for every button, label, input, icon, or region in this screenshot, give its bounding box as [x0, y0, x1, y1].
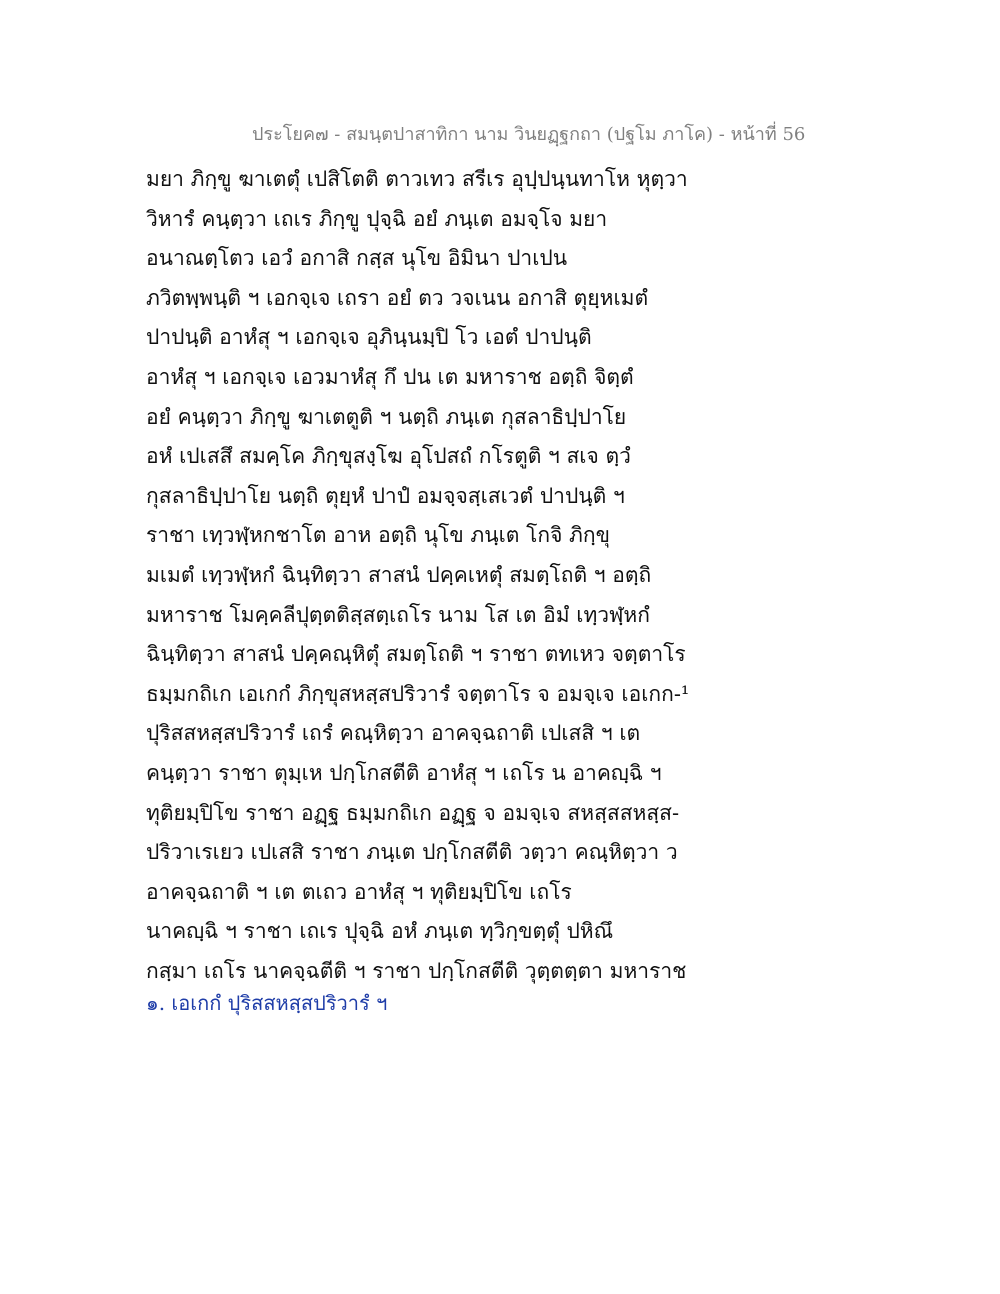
- running-header: ประโยค๗ - สมนฺตปาสาทิกา นาม วินยฏฺฐกถา (ปฐโม ภาโค) - หน้าที่ 56: [252, 124, 806, 145]
- text-line: ทุติยมฺปิโข ราชา อฏฺฐ ธมฺมกถิเก อฏฺฐ จ อมจฺเจ สหสฺสสหสฺส-: [146, 800, 680, 825]
- text-line: กุสลาธิปฺปาโย นตฺถิ ตุยฺหํ ปาปํ อมจฺจสฺเสเวตํ ปาปนฺติ ฯ: [146, 483, 625, 508]
- text-line: ปริวาเรเยว เปเสสิ ราชา ภนฺเต ปกฺโกสตีติ วตฺวา คณฺหิตฺวา ว: [146, 840, 678, 865]
- text-line: อหํ เปเสสึ สมคฺโค ภิกฺขุสงฺโฆ อุโปสถํ กโรตูติ ฯ สเจ ตฺวํ: [146, 444, 631, 469]
- text-line: มเมตํ เทฺวฬฺหกํ ฉินฺทิตฺวา สาสนํ ปคฺคเหตุํ สมตฺโถติ ฯ อตฺถิ: [146, 562, 652, 587]
- text-line: ปาปนฺติ อาหํสุ ฯ เอกจฺเจ อุภินฺนมฺปิ โว เอตํ ปาปนฺติ: [146, 325, 592, 350]
- text-line: ธมฺมกถิเก เอเกกํ ภิกฺขุสหสฺสปริวารํ จตฺตาโร จ อมจฺเจ เอเกก-¹: [146, 681, 690, 706]
- text-line: ภวิตพฺพนฺติ ฯ เอกจฺเจ เถรา อยํ ตว วจเนน อกาสิ ตุยฺหเมตํ: [146, 285, 649, 310]
- text-line: ราชา เทฺวฬฺหกชาโต อาห อตฺถิ นุโข ภนฺเต โกจิ ภิกฺขุ: [146, 523, 610, 548]
- text-line: กสฺมา เถโร นาคจฺฉตีติ ฯ ราชา ปกฺโกสตีติ วุตฺตตฺตา มหาราช: [146, 958, 687, 983]
- text-line: มยา ภิกฺขู ฆาเตตุํ เปสิโตติ ตาวเทว สรีเร อุปฺปนฺนทาโห หุตฺวา: [146, 167, 688, 191]
- text-line: อยํ คนฺตฺวา ภิกฺขู ฆาเตตูติ ฯ นตฺถิ ภนฺเต กุสลาธิปฺปาโย: [146, 404, 627, 429]
- text-line: ปุริสสหสฺสปริวารํ เถรํ คณฺหิตฺวา อาคจฺฉถาติ เปเสสิ ฯ เต: [146, 721, 641, 746]
- text-line: นาคญฺฉิ ฯ ราชา เถเร ปุจฺฉิ อหํ ภนฺเต ทฺวิกฺขตฺตุํ ปหิณึ: [146, 919, 614, 944]
- body-text: [146, 160, 706, 991]
- text-line: วิหารํ คนฺตฺวา เถเร ภิกฺขู ปุจฺฉิ อยํ ภนฺเต อมจฺโจ มยา: [146, 206, 608, 231]
- text-line: มหาราช โมคฺคลีปุตฺตติสฺสตฺเถโร นาม โส เต อิมํ เทฺวฬฺหกํ: [146, 602, 650, 627]
- text-line: อนาณตฺโตว เอวํ อกาสิ กสฺส นุโข อิมินา ปาเปน: [146, 246, 568, 271]
- text-line: อาคจฺฉถาติ ฯ เต ตเถว อาหํสุ ฯ ทุติยมฺปิโข เถโร: [146, 879, 572, 904]
- footnote: ๑. เอเกกํ ปุริสสหสฺสปริวารํ ฯ: [146, 991, 388, 1015]
- text-line: คนฺตฺวา ราชา ตุมฺเห ปกฺโกสตีติ อาหํสุ ฯ เถโร น อาคญฺฉิ ฯ: [146, 760, 662, 785]
- text-line: อาหํสุ ฯ เอกจฺเจ เอวมาหํสุ กึ ปน เต มหาราช อตฺถิ จิตฺตํ: [146, 364, 634, 389]
- text-line: ฉินฺทิตฺวา สาสนํ ปคฺคณฺหิตุํ สมตฺโถติ ฯ ราชา ตทเหว จตฺตาโร: [146, 642, 686, 667]
